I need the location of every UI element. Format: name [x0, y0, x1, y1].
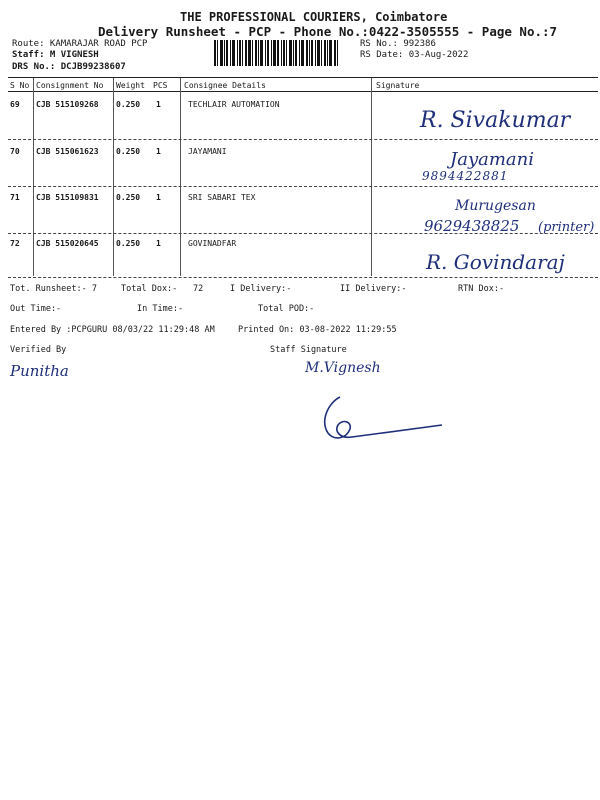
table-row-consignee: JAYAMANI — [188, 147, 227, 156]
table-row-consignee: GOVINADFAR — [188, 239, 237, 248]
table-row-weight: 0.250 — [116, 239, 141, 248]
table-row-sno: 69 — [10, 100, 20, 109]
verifier-signature: Punitha — [10, 362, 69, 380]
table-row-consignment: CJB 515109268 — [36, 100, 99, 109]
col-header-weight: Weight — [116, 81, 145, 90]
signature-row-71: Murugesan — [455, 198, 536, 214]
out-time: Out Time:- — [10, 304, 62, 314]
verified-by-label: Verified By — [10, 345, 67, 355]
signature-row-70: Jayamani — [450, 149, 534, 170]
table-header-rule — [8, 91, 598, 92]
table-row-consignee: TECHLAIR AUTOMATION — [188, 100, 280, 109]
total-dox-value: 72 — [193, 284, 204, 294]
in-time: In Time:- — [137, 304, 184, 314]
col-header-sno: S No — [10, 81, 30, 90]
route-label: Route: KAMARAJAR ROAD PCP — [12, 39, 148, 49]
signature-row-72: R. Govindaraj — [426, 250, 565, 274]
col-header-consignee: Consignee Details — [184, 81, 266, 90]
signature-note-row-71: (printer) — [538, 220, 595, 235]
total-runsheet: Tot. Runsheet:- 7 — [10, 284, 97, 294]
table-row-weight: 0.250 — [116, 100, 141, 109]
table-row-weight: 0.250 — [116, 147, 141, 156]
rs-number: RS No.: 992386 — [360, 39, 436, 49]
table-row-weight: 0.250 — [116, 193, 141, 202]
ii-delivery: II Delivery:- — [340, 284, 407, 294]
table-row-consignee: SRI SABARI TEX — [188, 193, 256, 202]
table-bottom-rule — [8, 277, 598, 278]
i-delivery: I Delivery:- — [230, 284, 292, 294]
col-divider — [371, 78, 372, 276]
total-dox-label: Total Dox:- — [121, 284, 178, 294]
total-pod: Total POD:- — [258, 304, 315, 314]
barcode-icon — [214, 40, 352, 66]
col-header-consignment: Consignment No — [36, 81, 104, 90]
table-top-rule — [8, 77, 598, 78]
table-row-consignment: CJB 515020645 — [36, 239, 99, 248]
rs-date: RS Date: 03-Aug-2022 — [360, 50, 469, 60]
staff-scribble-signature-icon — [310, 385, 450, 445]
col-header-pcs: PCS — [153, 81, 168, 90]
table-row-pcs: 1 — [156, 239, 161, 248]
runsheet-subtitle: Delivery Runsheet - PCP - Phone No.:0422-3505555 - Page No.:7 — [98, 24, 558, 39]
staff-label: Staff: M VIGNESH — [12, 50, 99, 60]
table-row-consignment: CJB 515061623 — [36, 147, 99, 156]
col-divider — [113, 78, 114, 276]
staff-handwritten-signature: M.Vignesh — [305, 360, 381, 376]
table-row-sno: 72 — [10, 239, 20, 248]
drs-number: DRS No.: DCJB99238607 — [12, 62, 126, 72]
table-row-consignment: CJB 515109831 — [36, 193, 99, 202]
entered-by: Entered By :PCPGURU 08/03/22 11:29:48 AM — [10, 325, 215, 335]
signature-phone-row-70: 9894422881 — [422, 169, 509, 183]
signature-row-69: R. Sivakumar — [420, 108, 571, 133]
col-divider — [33, 78, 34, 276]
staff-signature-label: Staff Signature — [270, 345, 347, 355]
row-divider — [8, 139, 598, 140]
company-title: THE PROFESSIONAL COURIERS, Coimbatore — [180, 10, 448, 24]
table-row-sno: 71 — [10, 193, 20, 202]
table-row-sno: 70 — [10, 147, 20, 156]
row-divider — [8, 186, 598, 187]
table-row-pcs: 1 — [156, 193, 161, 202]
col-header-signature: Signature — [376, 81, 420, 90]
table-row-pcs: 1 — [156, 147, 161, 156]
signature-phone-row-71: 9629438825 — [424, 217, 520, 235]
rtn-dox: RTN Dox:- — [458, 284, 505, 294]
col-divider — [180, 78, 181, 276]
table-row-pcs: 1 — [156, 100, 161, 109]
printed-on: Printed On: 03-08-2022 11:29:55 — [238, 325, 397, 335]
row-divider — [8, 233, 598, 234]
